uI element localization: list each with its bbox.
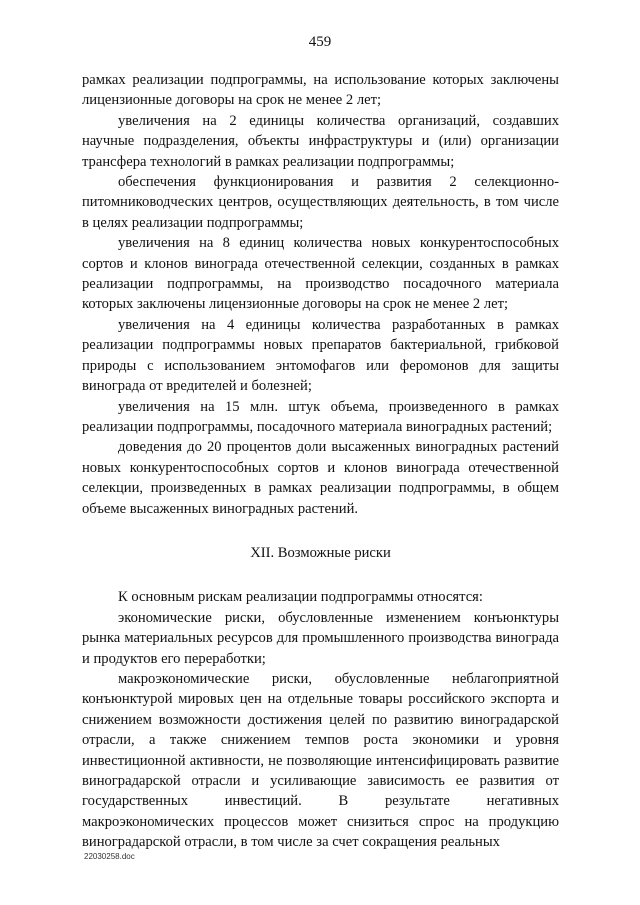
list-item-paragraph: увеличения на 2 единицы количества организаций, создавших научные подразделения, объекты инфраструктуры и (или) организации трансфера технологий в рамках реализации подпрограммы;: [82, 112, 559, 170]
list-item-paragraph: экономические риски, обусловленные изменением конъюнктуры рынка материальных ресурсов для промышленного производства винограда и продуктов его переработки;: [82, 609, 559, 667]
paragraph-continuation: рамках реализации подпрограммы, на использование которых заключены лицензионные договоры на срок не менее 2 лет;: [82, 72, 559, 109]
list-item-paragraph: обеспечения функционирования и развития 2 селекционно-питомниководческих центров, осуществляющих деятельность, в том числе в целях реализации подпрограммы;: [82, 174, 559, 231]
intro-paragraph: К основным рискам реализации подпрограммы относятся:: [118, 589, 483, 606]
document-body: [82, 70, 559, 853]
section-heading: XII. Возможные риски: [250, 544, 391, 561]
list-item-paragraph: доведения до 20 процентов доли высаженных виноградных растений новых конкурентоспособных сортов и клонов винограда отечественной селекции, произведенных в рамках реализации подпрограммы, в общем объеме высаженных виноградных растений.: [82, 439, 559, 517]
list-item-paragraph: увеличения на 4 единицы количества разработанных в рамках реализации подпрограммы новых препаратов бактериальной, грибковой природы с использованием энтомофагов или феромонов для защиты винограда от вредителей и болезней;: [82, 316, 559, 395]
list-item-paragraph: макроэкономические риски, обусловленные неблагоприятной конъюнктурой мировых цен на отдельные товары российского экспорта и снижением возможности достижения целей по развитию виноградарской отрасли, а также снижением темпов роста экономики и уровня инвестиционной активности, не позволяющие интенсифицировать развитие виноградарской отрасли и усиливающие зависимость ее развития от государственных инвестиций. В результате негативных макроэкономических процессов может снизиться спрос на продукцию виноградарской отрасли, в том числе за счет сокращения реальных: [82, 670, 559, 851]
page-number: 459: [308, 34, 332, 50]
list-item-paragraph: увеличения на 8 единиц количества новых конкурентоспособных сортов и клонов винограда отечественной селекции, созданных в рамках реализации подпрограммы, на производство посадочного материала которых заключены лицензионные договоры на срок не менее 2 лет;: [82, 235, 559, 313]
list-item-paragraph: увеличения на 15 млн. штук объема, произведенного в рамках реализации подпрограммы, посадочного материала виноградных растений;: [82, 398, 559, 435]
footer-filename: 22030258.doc: [84, 852, 135, 861]
